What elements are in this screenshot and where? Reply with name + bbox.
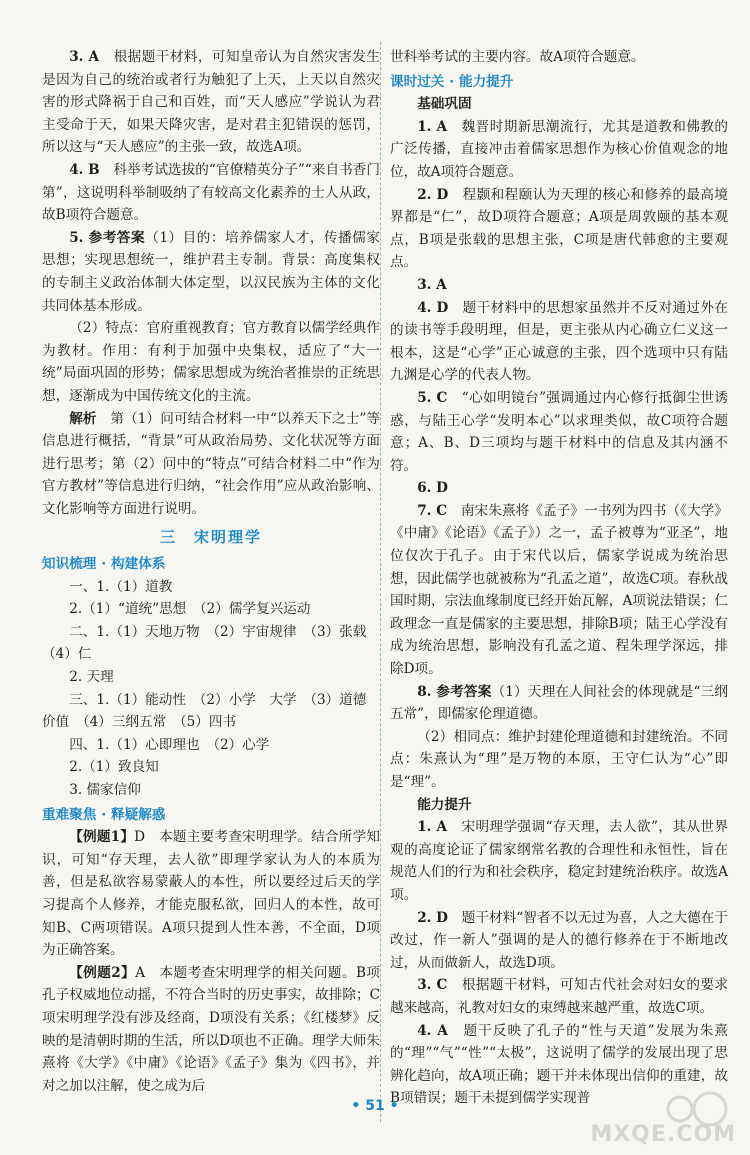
- answer-text: 世科举考试的主要内容。故A项符合题意。: [390, 49, 645, 65]
- answer-text: 二、1.（1）天地万物 （2）宇宙规律 （3）张载: [69, 623, 367, 640]
- answer-paragraph: [42, 317, 380, 407]
- subsection-heading: 能力提升: [417, 796, 472, 813]
- answer-paragraph: [390, 387, 728, 477]
- answer-text: （1）目的：培养儒家人才，传播儒家思想；实现思想统一，维护君主专制。背景：高度集权的专制主义政治体制大体定型，以汉民族为主体的文化共同体基本形成。: [42, 229, 380, 314]
- section-heading: 知识梳理 · 构建体系: [42, 556, 166, 573]
- answer-paragraph: [42, 689, 380, 712]
- answer-text: 魏晋时期新思潮流行，尤其是道教和佛教的广泛传播，直接冲击着儒家思想作为核心价值观念的地位，故A项符合题意。: [390, 118, 728, 180]
- answer-paragraph: [390, 816, 728, 906]
- answer-text: （4）仁: [42, 646, 92, 663]
- answer-paragraph: [390, 274, 728, 297]
- answer-text: 第（1）问可结合材料一中“以养天下之士”等信息进行概括，“背景”可从政治局势、文化状况等方面进行思考；第（2）问中的“特点”可结合材料二中“作为官方教材”等信息进行归纳，“社会作用”应从政治影响、文化影响等方面进行说明。: [42, 410, 381, 517]
- answer-text: 科举考试选拔的“官僚精英分子”“来自书香门第”，这说明科举制吸纳了有较高文化素养的士人从政，故B项符合题意。: [42, 161, 380, 224]
- answer-paragraph: [390, 500, 728, 681]
- section-heading: 课时过关 · 能力提升: [390, 73, 514, 90]
- answer-paragraph: [42, 756, 380, 779]
- answer-text: 根据题干材料，可知古代社会对妇女的要求越来越高，礼教对妇女的束缚越来越严重，故选C项。: [390, 977, 728, 1016]
- answer-paragraph: [390, 974, 728, 1019]
- answer-text: （1）天理在人间社会的体现就是“三纲五常”，即儒家伦理道德。: [390, 683, 728, 723]
- answer-label: 2. D: [417, 186, 449, 203]
- answer-label: 解析: [69, 410, 97, 427]
- answer-text: 2. 天理: [69, 669, 114, 686]
- answer-label: 1. A: [417, 118, 448, 135]
- subsection-heading: 基础巩固: [417, 96, 472, 113]
- answer-text: 根据题干材料，可知皇帝认为自然灾害发生是因为自己的统治或者行为触犯了上天，上天以自然灾害的形式降祸于自己和百姓，而“天人感应”学说认为君主受命于天，如果天降灾害，是对君主犯错误的惩罚，所以这与“天人感应”的主张一致，故选A项。: [42, 49, 380, 156]
- answer-text: 南宋朱熹将《孟子》一书列为四书（《大学》《中庸》《论语》《孟子》）之一，孟子被尊为“亚圣”，地位仅次于孔子。由于宋代以后，儒家学说成为统治思想，因此儒学也就被称为“孔孟之道”，故选C项。春秋战国时期，宗法血缘制度已经开始瓦解，A项说法错误；仁政理念一直是儒家的主要思想，排除B项；陆王心学没有成为统治思想，影响没有孔孟之道、程朱理学深远，排除D项。: [390, 502, 728, 678]
- answer-text: 题干材料中的思想家虽然并不反对通过外在的读书等手段明理，但是，更主张从内心确立仁义这一根本，这是“心学”正心诚意的主张，四个选项中只有陆九渊是心学的代表人物。: [390, 299, 728, 384]
- answer-text: 宋明理学强调“存天理，去人欲”，其从世界观的高度论证了儒家纲常名教的合理性和永恒性，旨在规范人们的行为和社会秩序，稳定封建统治秩序。故选A项。: [390, 819, 728, 903]
- answer-paragraph: [42, 598, 380, 621]
- answer-label: 【例题1】: [69, 829, 135, 846]
- answer-paragraph: [42, 962, 380, 1098]
- answer-text: “心如明镜台”强调通过内心修行抵御尘世诱惑，与陆王心学“发明本心”以求理类似，故C项符合题意；A、B、D三项均与题干材料中的信息及其内涵不符。: [390, 389, 728, 474]
- answer-label: 【例题2】: [69, 964, 136, 981]
- answer-label: 3. A: [69, 49, 100, 65]
- answer-paragraph: [390, 46, 728, 69]
- answer-paragraph: [42, 576, 380, 599]
- answer-label: 4. A: [417, 1022, 448, 1039]
- answer-paragraph: [42, 666, 380, 689]
- answer-paragraph: [42, 826, 380, 962]
- answer-text: 三、1.（1）能动性 （2）小学 大学 （3）道德: [69, 691, 367, 708]
- answer-label: 2. D: [417, 909, 448, 926]
- answer-text: D 本题主要考查宋明理学。结合所学知识，可知“存天理，去人欲”即理学家认为人的本质为善，但是私欲容易蒙蔽人的本性，所以要经过后天的学习提高个人修养，才能克服私欲，回归人的本性，故可知B、C两项错误。A项只提到人性本善，不全面，D项为正确答案。: [42, 829, 380, 959]
- left-column: [42, 46, 380, 1097]
- answer-label: 5. C: [417, 389, 448, 406]
- answer-label: 6. D: [417, 480, 448, 497]
- answer-paragraph: [42, 227, 380, 317]
- watermark-logo: [580, 1087, 740, 1147]
- answer-text: （2）相同点：维护封建伦理道德和封建统治。不同点：朱熹认为“理”是万物的本原，王守仁认为“心”即是“理”。: [390, 728, 728, 790]
- answer-text: 3. 儒家信仰: [69, 782, 141, 798]
- answer-paragraph: [42, 734, 380, 757]
- answer-paragraph: [42, 46, 380, 159]
- answer-label: 7. C: [417, 502, 448, 519]
- answer-paragraph: [390, 297, 728, 387]
- column-divider: [380, 42, 381, 1122]
- answer-label: 4. B: [69, 161, 100, 178]
- answer-text: 一、1.（1）道教: [69, 578, 173, 595]
- answer-paragraph: [390, 726, 728, 794]
- answer-label: 1. A: [417, 819, 448, 836]
- answer-label: 5. 参考答案: [69, 229, 146, 246]
- answer-paragraph: [42, 621, 380, 644]
- answer-text: 2.（1）致良知: [69, 759, 159, 776]
- answer-paragraph: [42, 779, 380, 802]
- answer-text: 程颢和程颐认为天理的核心和修养的最高境界都是“仁”，故D项符合题意；A项是周敦颐的基本观点，B项是张载的思想主张，C项是唐代韩愈的主要观点。: [390, 186, 728, 271]
- answer-text: 四、1.（1）心即理也 （2）心学: [69, 736, 270, 753]
- answer-text: 题干材料“智者不以无过为喜，人之大德在于改过，作一新人”强调的是人的德行修养在于不断地改过，从而做新人，故选D项。: [390, 909, 728, 971]
- section-title: 三 宋明理学: [159, 528, 262, 547]
- answer-paragraph: [390, 681, 728, 726]
- page-number: • 51 •: [351, 1098, 399, 1114]
- section-heading: 重难聚焦 · 释疑解惑: [42, 806, 166, 823]
- answer-paragraph: [390, 184, 728, 274]
- answer-label: 8. 参考答案: [417, 683, 492, 700]
- answer-paragraph: [42, 159, 380, 227]
- answer-text: A 本题考查宋明理学的相关问题。B项孔子权威地位动摇，不符合当时的历史事实，故排除；C项宋明理学没有涉及经商，D项没有关系；《红楼梦》反映的是清朝时期的生活，所以D项也不正确。理学大师朱熹将《大学》《中庸》《论语》《孟子》集为《四书》，并对之加以注解，使之成为后: [42, 964, 380, 1094]
- answer-paragraph: [42, 643, 380, 666]
- answer-paragraph: [42, 408, 380, 521]
- answer-text: 题干反映了孔子的“性与天道”发展为朱熹的“理”“气”“性”“太极”，这说明了儒学的发展出现了思辨化趋向，故A项正确；题干并未体现出信仰的重建，故B项错误；题干未提到儒学实现普: [390, 1022, 728, 1107]
- answer-label: 3. A: [417, 276, 447, 293]
- answer-paragraph: [390, 116, 728, 184]
- answer-paragraph: [390, 907, 728, 975]
- answer-text: （2）特点：官府重视教育；官方教育以儒学经典作为教材。作用：有利于加强中央集权，适应了“大一统”局面巩固的形势；儒家思想成为统治者推崇的正统思想，逐渐成为中国传统文化的主流。: [42, 320, 380, 404]
- answer-paragraph: [390, 477, 728, 500]
- answer-label: 3. C: [417, 977, 448, 994]
- answer-text: 2.（1）“道统”思想 （2）儒学复兴运动: [69, 601, 311, 618]
- right-column: [390, 46, 728, 1110]
- answer-paragraph: [42, 711, 380, 734]
- answer-text: 价值 （4）三纲五常 （5）四书: [42, 714, 237, 731]
- answer-label: 4. D: [417, 299, 449, 316]
- watermark-text: MXQE.COM: [590, 1122, 736, 1147]
